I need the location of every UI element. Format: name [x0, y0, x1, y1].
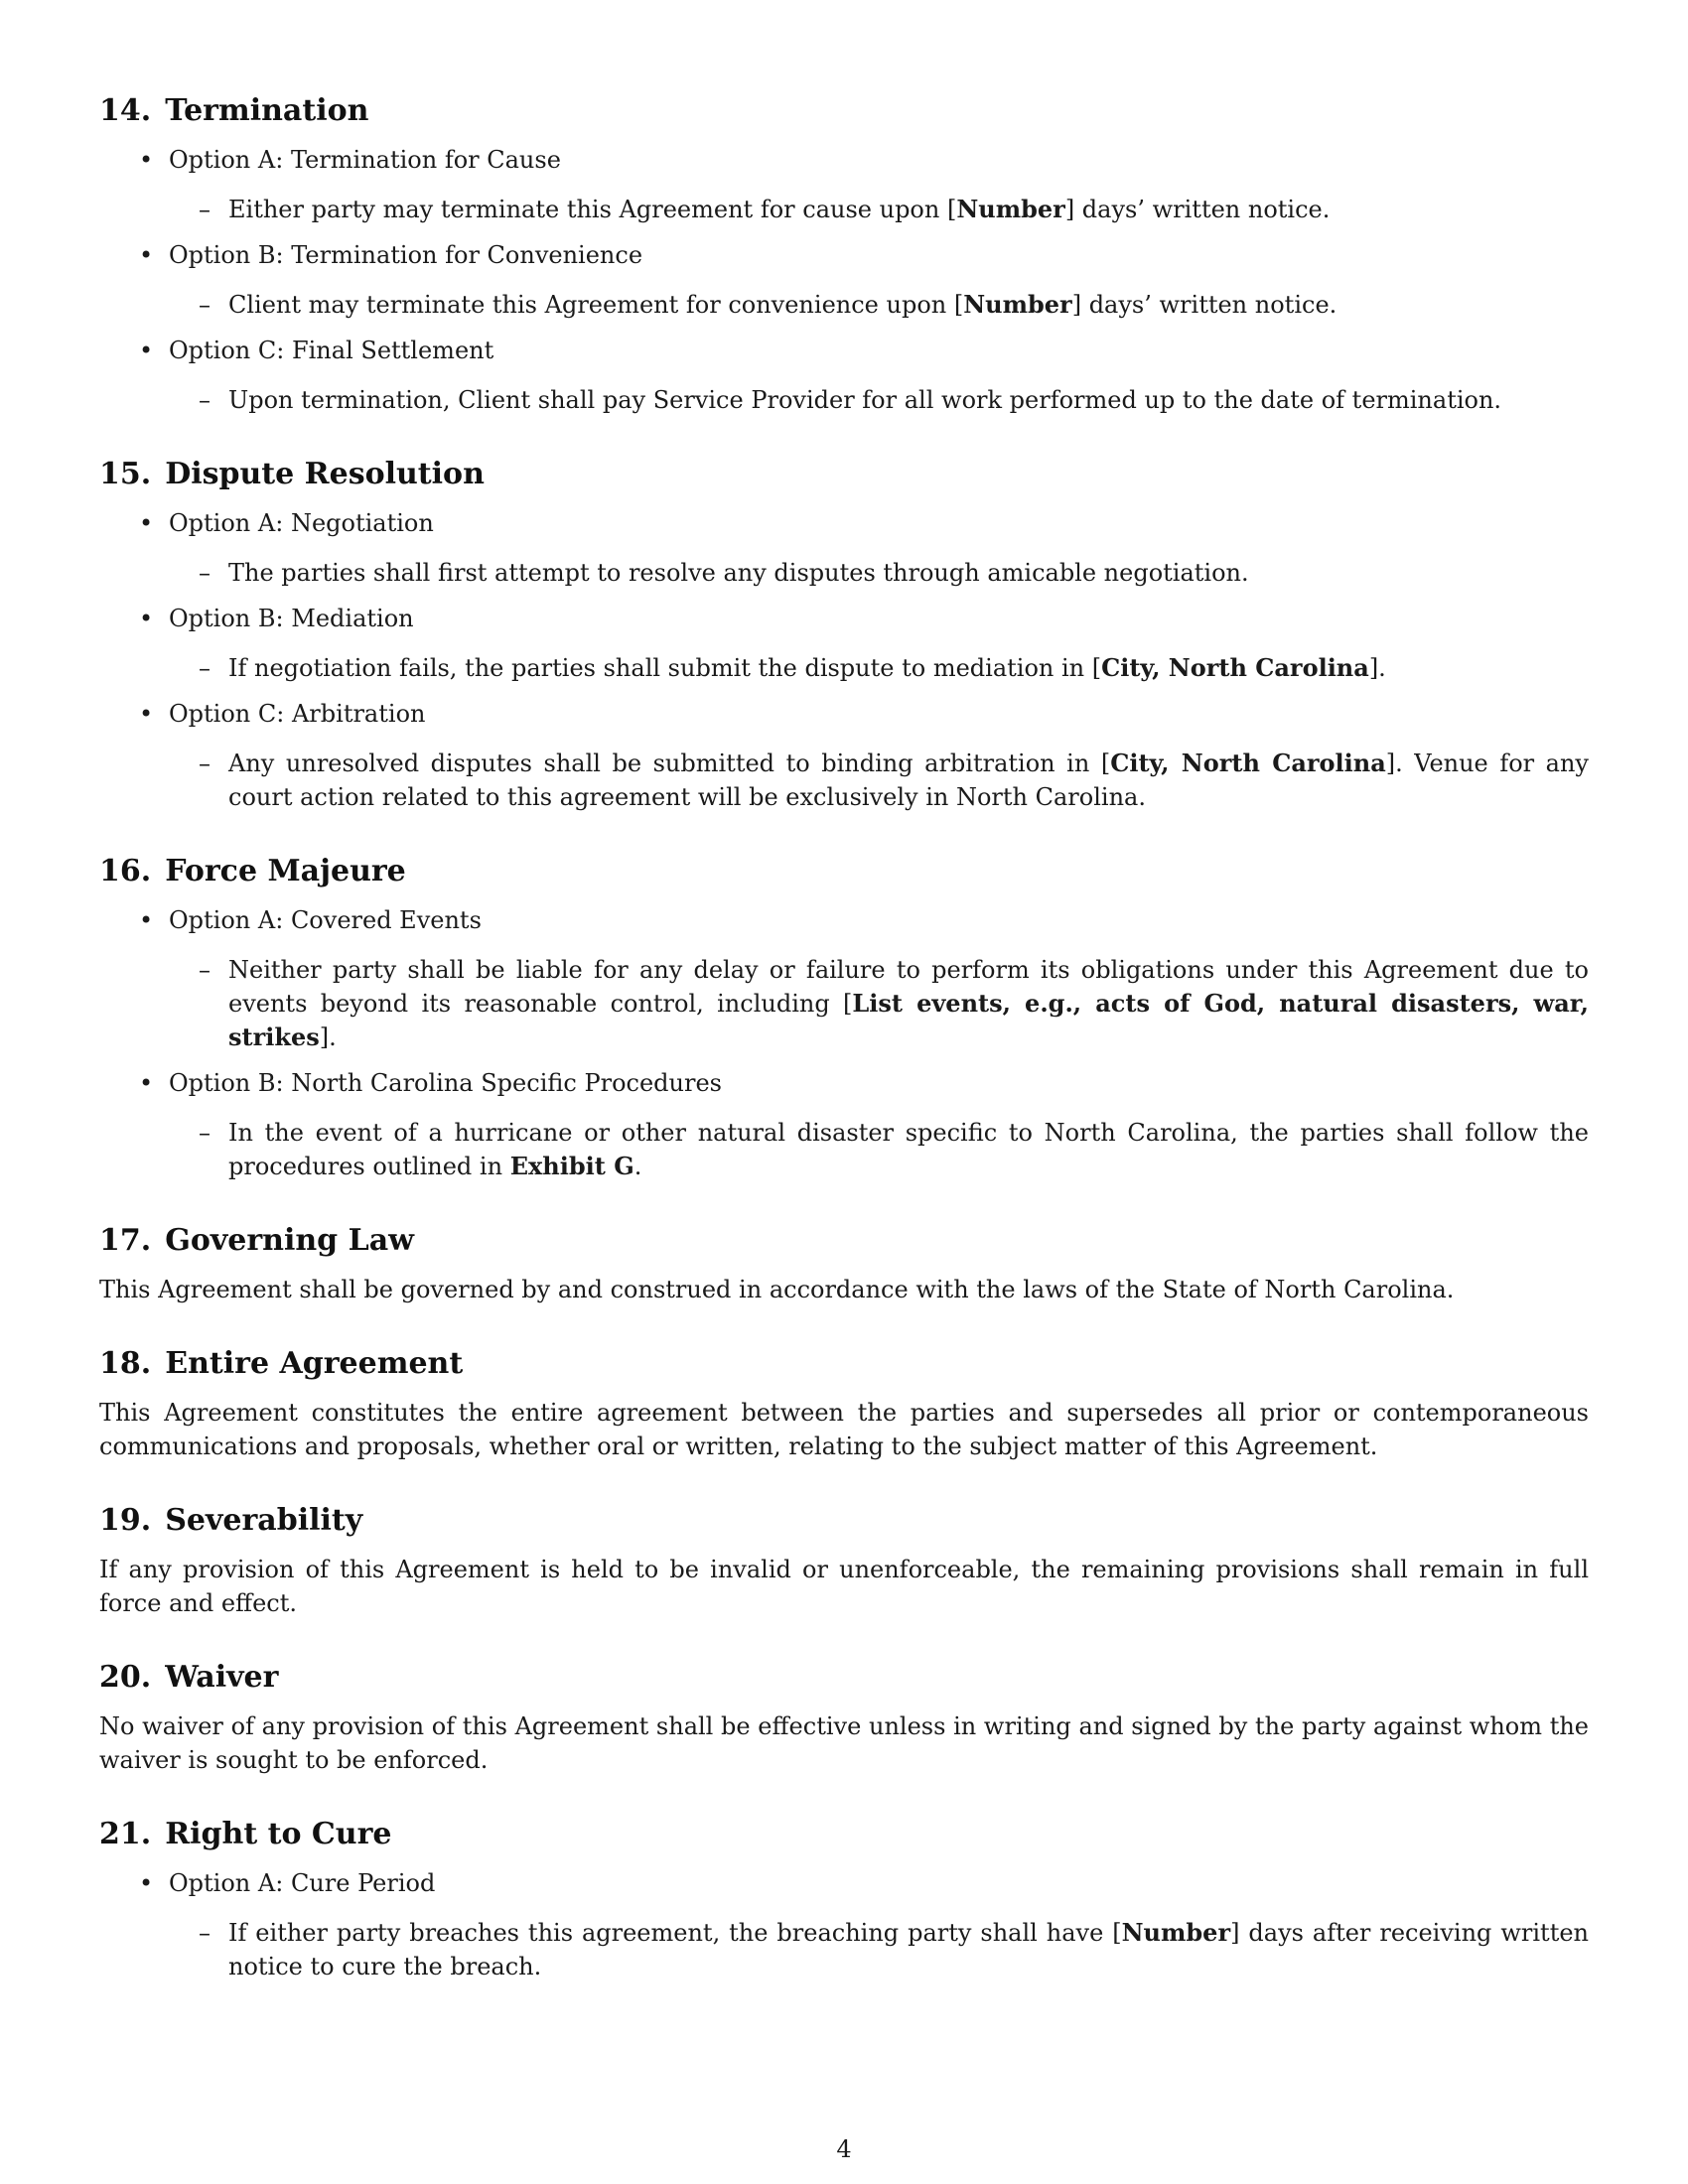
- section-title: Force Majeure: [165, 854, 406, 888]
- option-item: [99, 143, 1589, 226]
- bullet-icon: •: [139, 605, 154, 632]
- exhibit-reference: Exhibit G: [509, 1152, 634, 1180]
- option-text: – Any unresolved disputes shall be submitted to binding arbitration in [City, North Carolina]. Venue for any court action related to this agreement will be exclusively in North Carolina.: [199, 749, 1589, 811]
- section-termination: [99, 91, 1589, 417]
- option-item: [99, 602, 1589, 685]
- option-text: – Client may terminate this Agreement for convenience upon [Number] days’ written notice.: [169, 288, 1589, 322]
- section-title: Waiver: [165, 1660, 279, 1695]
- placeholder-field: Number: [956, 195, 1065, 223]
- option-label: Option C: Arbitration: [169, 700, 426, 728]
- option-label: Option A: Covered Events: [169, 906, 482, 934]
- document-page: [99, 91, 1589, 2021]
- section-title: Governing Law: [165, 1223, 414, 1258]
- option-item: [99, 1866, 1589, 1983]
- option-label: Option B: Mediation: [169, 605, 414, 632]
- bullet-icon: •: [139, 337, 154, 364]
- bullet-icon: •: [139, 1869, 154, 1897]
- option-text: – Upon termination, Client shall pay Service Provider for all work performed up to the date of termination.: [169, 383, 1589, 417]
- option-label: Option A: Negotiation: [169, 509, 434, 537]
- bullet-icon: •: [139, 1069, 154, 1097]
- section-title: Right to Cure: [165, 1817, 392, 1851]
- bullet-icon: •: [139, 906, 154, 934]
- dash-icon: –: [199, 654, 211, 682]
- bullet-icon: •: [139, 241, 154, 269]
- dash-icon: –: [199, 291, 211, 319]
- placeholder-field: List events, e.g., acts of God, natural disasters, war, strikes: [228, 989, 1590, 1051]
- section-waiver: [99, 1658, 1589, 1777]
- section-number: 15.: [99, 457, 152, 491]
- option-text: – If either party breaches this agreement, the breaching party shall have [Number] days after receiving written notice to cure the breach.: [199, 1918, 1589, 1980]
- section-title: Entire Agreement: [165, 1346, 464, 1381]
- section-heading: [99, 1815, 1589, 1854]
- section-heading: [99, 455, 1589, 494]
- placeholder-field: City, North Carolina: [1110, 749, 1386, 777]
- section-title: Termination: [165, 93, 369, 128]
- section-number: 18.: [99, 1346, 152, 1381]
- section-number: 17.: [99, 1223, 152, 1258]
- section-paragraph: If any provision of this Agreement is held to be invalid or unenforceable, the remaining provisions shall remain in full force and effect.: [99, 1556, 1589, 1617]
- placeholder-field: Number: [1121, 1918, 1231, 1947]
- placeholder-field: City, North Carolina: [1101, 653, 1369, 682]
- option-text: – If negotiation fails, the parties shall submit the dispute to mediation in [City, North Carolina].: [169, 651, 1589, 685]
- option-text: – Neither party shall be liable for any delay or failure to perform its obligations under this Agreement due to events beyond its reasonable control, including [List events, e.g., acts of God, natural disasters, war, strikes].: [169, 953, 1589, 1054]
- option-item: [99, 903, 1589, 1054]
- option-label: Option C: Final Settlement: [169, 337, 494, 364]
- option-label: Option B: North Carolina Specific Procedures: [169, 1069, 722, 1097]
- section-governing-law: [99, 1221, 1589, 1306]
- section-force-majeure: [99, 852, 1589, 1183]
- option-text: – In the event of a hurricane or other natural disaster specific to North Carolina, the parties shall follow the procedures outlined in Exhibit G.: [169, 1116, 1589, 1183]
- section-paragraph: No waiver of any provision of this Agreement shall be effective unless in writing and signed by the party against whom the waiver is sought to be enforced.: [99, 1712, 1589, 1774]
- option-label: Option B: Termination for Convenience: [169, 241, 643, 269]
- section-paragraph: This Agreement shall be governed by and construed in accordance with the laws of the State of North Carolina.: [99, 1276, 1455, 1303]
- section-heading: [99, 852, 1589, 891]
- section-title: Severability: [165, 1503, 363, 1538]
- page-number: 4: [836, 2135, 852, 2163]
- section-entire-agreement: [99, 1344, 1589, 1463]
- option-item: [99, 506, 1589, 590]
- option-item: [99, 238, 1589, 322]
- option-text: – The parties shall first attempt to resolve any disputes through amicable negotiation.: [169, 556, 1589, 590]
- dash-icon: –: [199, 559, 211, 587]
- bullet-icon: •: [139, 509, 154, 537]
- bullet-icon: •: [139, 700, 154, 728]
- section-heading: [99, 1658, 1589, 1698]
- section-heading: [99, 1501, 1589, 1541]
- dash-icon: –: [199, 750, 211, 777]
- option-item: [99, 334, 1589, 417]
- section-right-to-cure: [99, 1815, 1589, 1983]
- option-text: – Either party may terminate this Agreement for cause upon [Number] days’ written notice.: [169, 193, 1589, 226]
- dash-icon: –: [199, 386, 211, 414]
- section-number: 16.: [99, 854, 152, 888]
- section-number: 21.: [99, 1817, 152, 1851]
- section-heading: [99, 91, 1589, 131]
- section-dispute-resolution: [99, 455, 1589, 814]
- dash-icon: –: [199, 1919, 211, 1947]
- placeholder-field: Number: [963, 290, 1072, 319]
- section-paragraph: This Agreement constitutes the entire agreement between the parties and supersedes all prior or contemporaneous communications and proposals, whether oral or written, relating to the subject matter of this Agreement.: [99, 1399, 1589, 1460]
- bullet-icon: •: [139, 146, 154, 174]
- option-label: Option A: Termination for Cause: [169, 146, 561, 174]
- dash-icon: –: [199, 956, 211, 984]
- option-label: Option A: Cure Period: [169, 1869, 436, 1897]
- section-severability: [99, 1501, 1589, 1620]
- section-title: Dispute Resolution: [165, 457, 485, 491]
- option-item: [99, 697, 1589, 814]
- section-number: 14.: [99, 93, 152, 128]
- dash-icon: –: [199, 1119, 211, 1147]
- section-number: 20.: [99, 1660, 152, 1695]
- section-number: 19.: [99, 1503, 152, 1538]
- section-heading: [99, 1344, 1589, 1384]
- option-item: [99, 1066, 1589, 1183]
- dash-icon: –: [199, 196, 211, 223]
- section-heading: [99, 1221, 1589, 1261]
